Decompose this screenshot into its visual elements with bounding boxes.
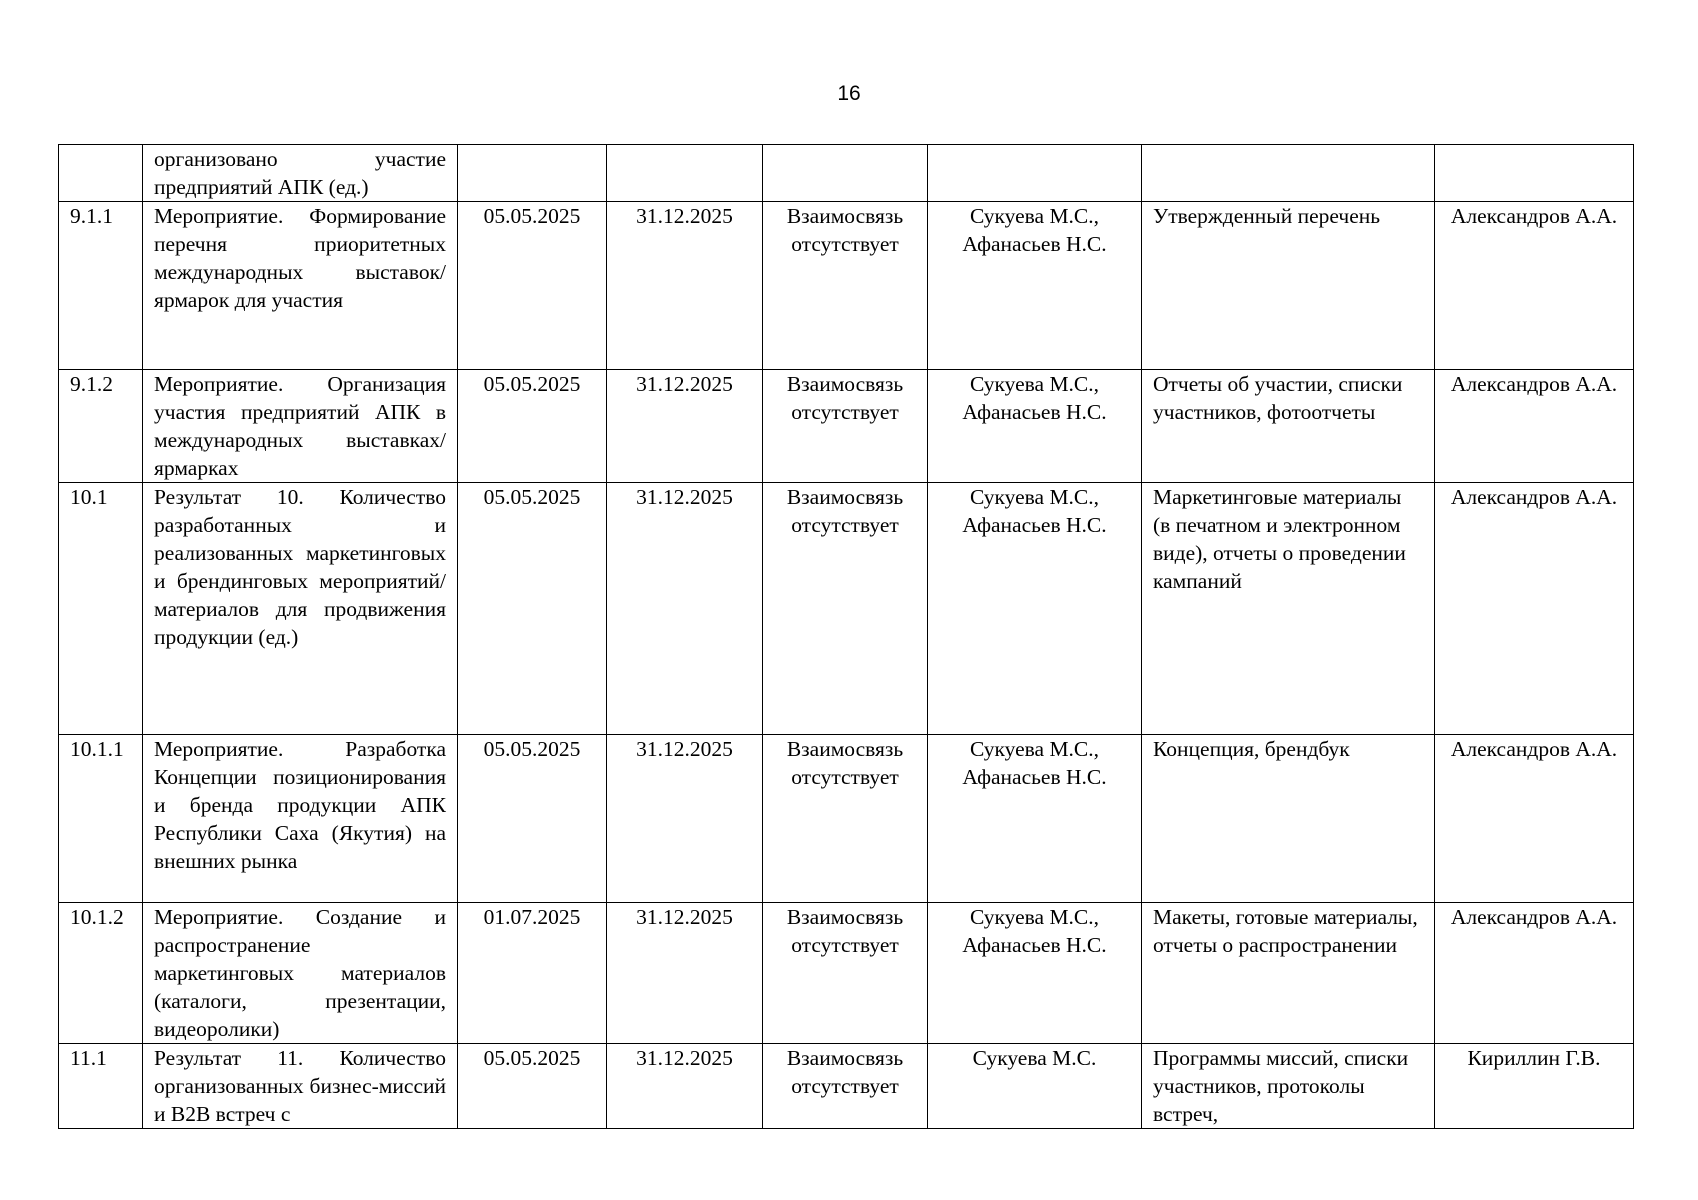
row-document: [1142, 145, 1435, 202]
row-number: 11.1: [59, 1044, 143, 1129]
row-document: Отчеты об участии, списки участников, фотоотчеты: [1142, 370, 1435, 483]
row-end-date: 31.12.2025: [607, 903, 763, 1044]
table-row: [59, 483, 1634, 735]
row-responsible: Александров А.А.: [1435, 202, 1634, 370]
row-number: [59, 145, 143, 202]
row-number: 10.1.2: [59, 903, 143, 1044]
row-start-date: 05.05.2025: [458, 370, 607, 483]
row-end-date: 31.12.2025: [607, 735, 763, 903]
row-executor: Сукуева М.С.: [928, 1044, 1142, 1129]
row-document: Макеты, готовые материалы, отчеты о распространении: [1142, 903, 1435, 1044]
row-responsible: Александров А.А.: [1435, 903, 1634, 1044]
row-number: 9.1.1: [59, 202, 143, 370]
row-number: 10.1: [59, 483, 143, 735]
row-executor: Сукуева М.С., Афанасьев Н.С.: [928, 483, 1142, 735]
row-end-date: 31.12.2025: [607, 483, 763, 735]
row-start-date: 05.05.2025: [458, 483, 607, 735]
row-name: Результат 11. Количество организованных бизнес-миссий и B2B встреч с: [143, 1044, 458, 1129]
row-start-date: 05.05.2025: [458, 202, 607, 370]
row-link: [763, 145, 928, 202]
row-responsible: Александров А.А.: [1435, 483, 1634, 735]
row-executor: Сукуева М.С., Афанасьев Н.С.: [928, 735, 1142, 903]
row-link: Взаимосвязь отсутствует: [763, 1044, 928, 1129]
row-link: Взаимосвязь отсутствует: [763, 903, 928, 1044]
row-responsible: Кириллин Г.В.: [1435, 1044, 1634, 1129]
table-row: [59, 903, 1634, 1044]
row-link: Взаимосвязь отсутствует: [763, 735, 928, 903]
row-name: Мероприятие. Организация участия предприятий АПК в международных выставках/ярмарках: [143, 370, 458, 483]
row-end-date: 31.12.2025: [607, 202, 763, 370]
row-responsible: Александров А.А.: [1435, 735, 1634, 903]
row-end-date: [607, 145, 763, 202]
row-end-date: 31.12.2025: [607, 1044, 763, 1129]
row-link: Взаимосвязь отсутствует: [763, 483, 928, 735]
row-link: Взаимосвязь отсутствует: [763, 370, 928, 483]
row-executor: Сукуева М.С., Афанасьев Н.С.: [928, 903, 1142, 1044]
row-document: Маркетинговые материалы (в печатном и электронном виде), отчеты о проведении кампаний: [1142, 483, 1435, 735]
row-name: Мероприятие. Разработка Концепции позиционирования и бренда продукции АПК Республики Саха (Якутия) на внешних рынка: [143, 735, 458, 903]
plan-table: [58, 144, 1634, 1129]
row-executor: Сукуева М.С., Афанасьев Н.С.: [928, 202, 1142, 370]
row-start-date: [458, 145, 607, 202]
row-responsible: Александров А.А.: [1435, 370, 1634, 483]
table-row: [59, 1044, 1634, 1129]
row-document: Концепция, брендбук: [1142, 735, 1435, 903]
row-start-date: 05.05.2025: [458, 1044, 607, 1129]
row-document: Программы миссий, списки участников, протоколы встреч,: [1142, 1044, 1435, 1129]
page-number: 16: [837, 82, 861, 105]
row-name: Мероприятие. Формирование перечня приоритетных международных выставок/ярмарок для участия: [143, 202, 458, 370]
row-end-date: 31.12.2025: [607, 370, 763, 483]
row-responsible: [1435, 145, 1634, 202]
row-document: Утвержденный перечень: [1142, 202, 1435, 370]
row-start-date: 05.05.2025: [458, 735, 607, 903]
row-name: Мероприятие. Создание и распространение маркетинговых материалов (каталоги, презентации, видеоролики): [143, 903, 458, 1044]
row-number: 9.1.2: [59, 370, 143, 483]
table-row: [59, 735, 1634, 903]
table-row: [59, 370, 1634, 483]
row-link: Взаимосвязь отсутствует: [763, 202, 928, 370]
row-name: организовано участие предприятий АПК (ед.): [143, 145, 458, 202]
row-start-date: 01.07.2025: [458, 903, 607, 1044]
row-number: 10.1.1: [59, 735, 143, 903]
row-executor: Сукуева М.С., Афанасьев Н.С.: [928, 370, 1142, 483]
row-executor: [928, 145, 1142, 202]
row-name: Результат 10. Количество разработанных и реализованных маркетинговых и брендинговых мероприятий/ материалов для продвижения продукции (ед.): [143, 483, 458, 735]
table-row: [59, 202, 1634, 370]
table-row: [59, 145, 1634, 202]
